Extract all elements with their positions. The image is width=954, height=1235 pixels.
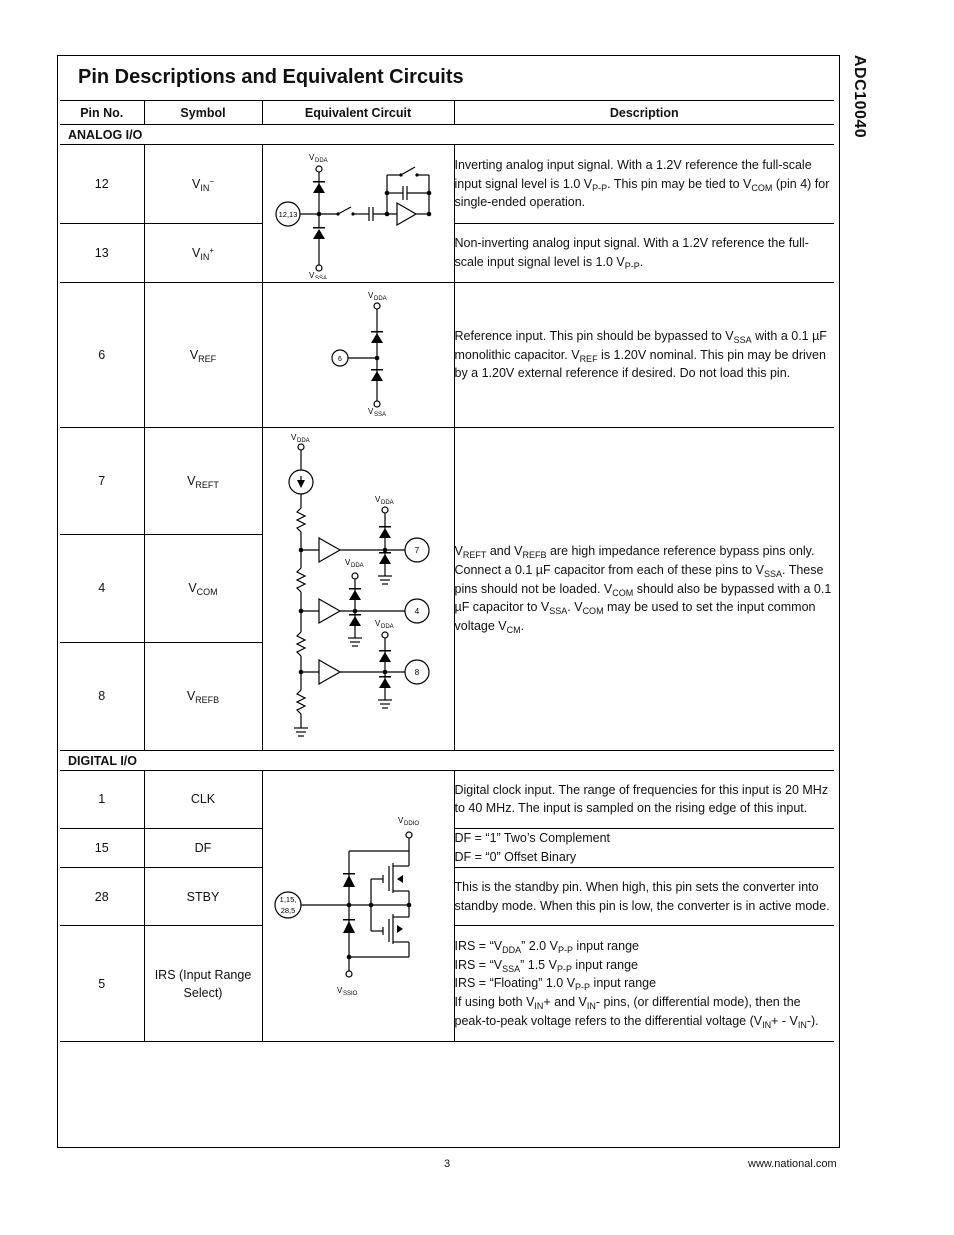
header-pin-no: Pin No. — [60, 101, 144, 125]
pin-number: 12 — [60, 145, 144, 224]
reference-bypass-circuit-diagram — [263, 428, 454, 747]
pin-number: 13 — [60, 223, 144, 282]
pin-symbol: $V_{REF}$ — [144, 283, 262, 428]
svg-text:V: V — [308, 153, 314, 162]
svg-text:V: V — [374, 495, 380, 504]
pin-symbol: STBY — [144, 867, 262, 926]
table-row — [60, 771, 834, 829]
footer-url: www.national.com — [748, 1158, 837, 1170]
svg-text:12,13: 12,13 — [278, 210, 297, 219]
pin-symbol: DF — [144, 828, 262, 867]
svg-text:8: 8 — [414, 668, 419, 677]
pin-description: DF = “1” Two’s Complement DF = “0” Offset Binary — [454, 828, 834, 867]
section-analog — [60, 125, 834, 145]
side-title: ADC10040 — [851, 55, 868, 139]
svg-text:DDA: DDA — [296, 438, 310, 444]
svg-text:SSA: SSA — [373, 412, 386, 418]
table-row — [60, 283, 834, 428]
pin-symbol: CLK — [144, 771, 262, 829]
svg-text:V: V — [336, 986, 342, 995]
reference-bypass-description: $V_{REFT}$ and $V_{REFB}$ are high impedance reference bypass pins only. Connect a 0.1 µF capacitor from each of these pins to $V_{SSA}$. These pins should not be loaded. $V_{COM}$ should also be bypassed with a 0.1 µF capacitor to $V_{SSA}$. $V_{COM}$ may be used to set the input common voltage $V_{CM}$. — [454, 428, 834, 751]
pin-description: Reference input. This pin should be bypassed to $V_{SSA}$ with a 0.1 µF monolithic capacitor. $V_{REF}$ is 1.20V nominal. This pin may be driven by a 1.20V external reference if desired. Do not load this pin. — [454, 283, 834, 428]
pin-number: 1 — [60, 771, 144, 829]
svg-text:V: V — [344, 558, 350, 567]
svg-text:V: V — [308, 271, 314, 279]
svg-text:DDA: DDA — [314, 158, 328, 164]
svg-text:DDA: DDA — [380, 500, 394, 506]
pin-number: 28 — [60, 867, 144, 926]
svg-text:DDIO: DDIO — [403, 821, 419, 827]
svg-text:DDA: DDA — [373, 296, 387, 302]
header-circuit: Equivalent Circuit — [262, 101, 454, 125]
pin-symbol: $V_{IN}^-$ — [144, 145, 262, 224]
pin-symbol: $V_{REFB}$ — [144, 642, 262, 750]
circuit-reference-bypass — [262, 428, 454, 751]
pin-symbol: $V_{IN}^+$ — [144, 223, 262, 282]
pin-description: Non-inverting analog input signal. With a 1.2V reference the full-scale input signal level is 1.0 $V_{P-P}$. — [454, 223, 834, 282]
svg-text:V: V — [367, 407, 373, 416]
page-title: Pin Descriptions and Equivalent Circuits — [78, 66, 464, 88]
svg-text:28,5: 28,5 — [280, 906, 295, 915]
pin-number: 5 — [60, 926, 144, 1042]
table-row — [60, 428, 834, 535]
header-symbol: Symbol — [144, 101, 262, 125]
pin-number: 4 — [60, 534, 144, 642]
pin-symbol: $V_{REFT}$ — [144, 428, 262, 535]
section-digital — [60, 751, 834, 771]
reference-input-circuit-diagram — [263, 283, 454, 424]
circuit-digital-io — [262, 771, 454, 1042]
svg-text:V: V — [367, 291, 373, 300]
table-header-row — [60, 101, 834, 125]
svg-text:V: V — [374, 619, 380, 628]
analog-input-circuit-diagram — [263, 145, 454, 279]
pin-description: IRS = “$V_{DDA}$” 2.0 $V_{P-P}$ input range IRS = “$V_{SSA}$” 1.5 $V_{P-P}$ input range IRS = “Floating” 1.0 $V_{P-P}$ input range If using both $V_{IN}+$ and $V_{IN}-$ pins, (or differential mode), then the peak-to-peak voltage refers to the differential voltage $(V_{IN}+ - V_{IN}-)$. — [454, 926, 834, 1042]
pin-description: Digital clock input. The range of frequencies for this input is 20 MHz to 40 MHz. The input is sampled on the rising edge of this input. — [454, 771, 834, 829]
circuit-analog-input — [262, 145, 454, 283]
section-analog-label: ANALOG I/O — [60, 125, 834, 145]
digital-io-circuit-diagram — [263, 771, 454, 1038]
pin-number: 6 — [60, 283, 144, 428]
pin-table — [60, 100, 834, 1042]
circuit-reference-input — [262, 283, 454, 428]
page-number: 3 — [444, 1158, 451, 1170]
svg-text:DDA: DDA — [350, 563, 364, 569]
table-row — [60, 145, 834, 224]
header-description: Description — [454, 101, 834, 125]
svg-text:SSA: SSA — [314, 276, 327, 279]
pin-symbol: $V_{COM}$ — [144, 534, 262, 642]
svg-text:V: V — [397, 816, 403, 825]
svg-text:V: V — [290, 433, 296, 442]
svg-text:4: 4 — [414, 607, 419, 616]
pin-number: 8 — [60, 642, 144, 750]
svg-text:DDA: DDA — [380, 624, 394, 630]
pin-number: 7 — [60, 428, 144, 535]
pin-description: This is the standby pin. When high, this pin sets the converter into standby mode. When this pin is low, the converter is in active mode. — [454, 867, 834, 926]
section-digital-label: DIGITAL I/O — [60, 751, 834, 771]
svg-text:7: 7 — [414, 546, 419, 555]
pin-symbol: IRS (Input Range Select) — [144, 926, 262, 1042]
svg-text:6: 6 — [337, 356, 342, 363]
svg-text:SSIO: SSIO — [342, 991, 357, 997]
svg-text:1,15,: 1,15, — [279, 895, 296, 904]
pin-description: Inverting analog input signal. With a 1.2V reference the full-scale input signal level is 1.0 $V_{P-P}$. This pin may be tied to $V_{COM}$ (pin 4) for single-ended operation. — [454, 145, 834, 224]
pin-number: 15 — [60, 828, 144, 867]
